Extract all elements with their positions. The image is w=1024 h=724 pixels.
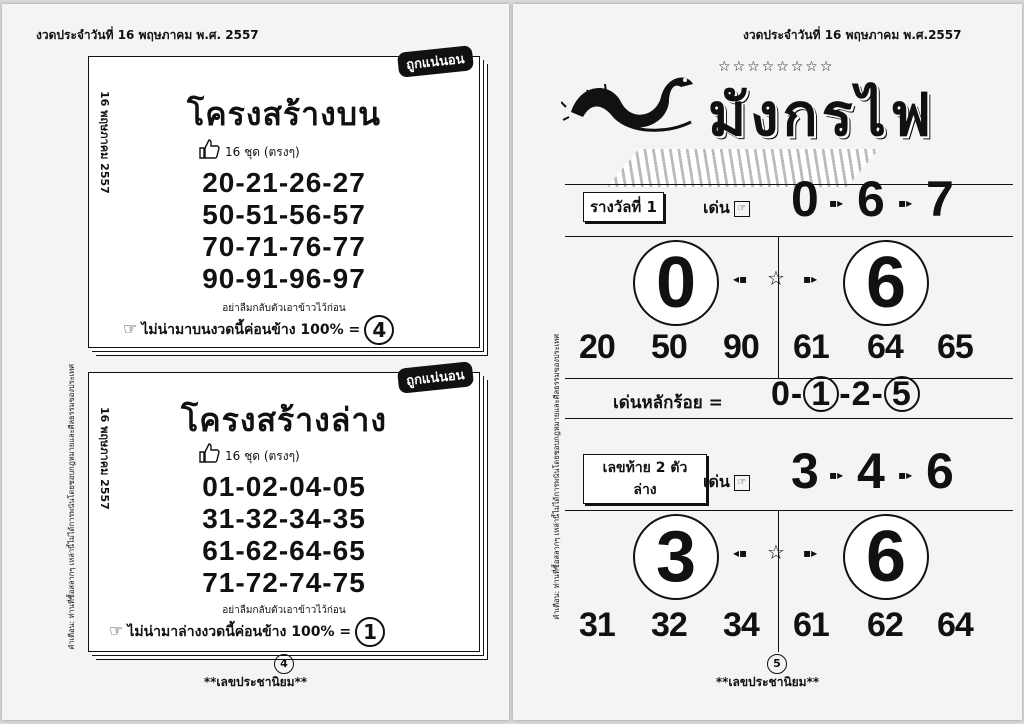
hundreds-digits: 0- 1 -2- 5 (771, 375, 920, 414)
prize-digit: 0 (791, 171, 819, 227)
box-side-date: 16 พฤษภาคม 2557 (98, 91, 111, 194)
right-vertical-note: คำเตือน: ท่านที่ซื้อสลากๆ เหล่านี้ไม่ได้การพนันโดยชอบกฎหมายและศีลธรรมของประเทศ (552, 334, 561, 620)
big-digit-circle: 0 (633, 240, 719, 326)
number-item: 62 (867, 606, 903, 644)
claim-line (109, 617, 385, 647)
arrow-right-icon: ▪▸ (803, 272, 818, 286)
claim-text: ไม่น่ามาล่างงวดนี้ค่อนข้าง 100% = (127, 624, 352, 640)
stars-row: ☆☆☆☆☆☆☆☆ (718, 59, 835, 75)
number-item: 32 (651, 606, 687, 644)
hundreds-digit-circled: 5 (884, 376, 920, 412)
number-item: 20 (579, 328, 615, 366)
number-item: 64 (867, 328, 903, 366)
number-row: 31-32-34-35 (202, 503, 366, 534)
pointing-hand-icon: ☞ (109, 621, 124, 640)
highlight-label: เด่น ☞ (703, 196, 750, 221)
number-item: 31 (579, 606, 615, 644)
big-digit-circle: 6 (843, 240, 929, 326)
page-number: 4 (274, 654, 294, 674)
prize-digit: 4 (857, 443, 885, 499)
number-row: 50-51-56-57 (202, 199, 366, 230)
number-item: 64 (937, 606, 973, 644)
left-footer: **เลขประชานิยม** (203, 675, 308, 689)
first-prize-label: รางวัลที่ 1 (583, 192, 664, 222)
center-divider (778, 236, 779, 378)
set-info: 16 ชุด (ตรงๆ) (225, 449, 300, 463)
hundreds-label: เด่นหลักร้อย = (613, 393, 723, 413)
reminder-text: อย่าลืมกลับตัวเอาข้าวไว้ก่อน (222, 605, 346, 616)
stripe-decoration (607, 149, 879, 187)
box-side-date: 16 พฤษภาคม 2557 (98, 407, 111, 510)
arrow-left-icon: ◂▪ (733, 546, 748, 560)
left-vertical-note: คำเตือน: ท่านที่ซื้อสลากๆ เหล่านี้ไม่ได้การพนันโดยชอบกฎหมายและศีลธรรมของประเทศ (67, 364, 76, 650)
number-row: 90-91-96-97 (202, 263, 366, 294)
set-info: 16 ชุด (ตรงๆ) (225, 145, 300, 159)
number-row: 70-71-76-77 (202, 231, 366, 262)
reminder-text: อย่าลืมกลับตัวเอาข้าวไว้ก่อน (222, 303, 346, 314)
upper-structure-box (88, 51, 480, 348)
star-icon: ☆ (767, 266, 785, 290)
number-row: 71-72-74-75 (202, 567, 366, 598)
box-title: โครงสร้างล่าง (181, 401, 387, 439)
right-page (513, 4, 1022, 720)
number-rows (89, 471, 479, 599)
claim-number-circle: 4 (364, 315, 394, 345)
arrow-icon: ▪▸ (898, 196, 913, 210)
page-number: 5 (767, 654, 787, 674)
prize-digit: 6 (857, 171, 885, 227)
sure-win-badge: ถูกแน่นอน (397, 45, 474, 78)
pointing-hand-icon: ☞ (734, 475, 750, 491)
thumbs-up-icon (197, 441, 221, 465)
left-page (2, 4, 509, 720)
number-item: 61 (793, 606, 829, 644)
claim-text: ไม่น่ามาบนงวดนี้ค่อนข้าง 100% = (141, 322, 361, 338)
number-row: 01-02-04-05 (202, 471, 366, 502)
prize-digit: 3 (791, 443, 819, 499)
arrow-icon: ▪▸ (898, 468, 913, 482)
claim-line (123, 315, 394, 345)
prize-digit: 6 (926, 443, 954, 499)
section-divider (565, 236, 1013, 237)
lower-structure-box (88, 367, 480, 652)
hundreds-digit: 0 (771, 375, 791, 413)
center-divider (778, 510, 779, 652)
brand-title: มังกรไฟ (708, 81, 936, 149)
big-digit-circle: 3 (633, 514, 719, 600)
pointing-hand-icon: ☞ (734, 201, 750, 217)
claim-number-circle: 1 (355, 617, 385, 647)
prize-digit: 7 (926, 171, 954, 227)
pointing-hand-icon: ☞ (123, 319, 138, 338)
left-header: งวดประจำวันที่ 16 พฤษภาคม พ.ศ. 2557 (36, 28, 259, 42)
number-item: 65 (937, 328, 973, 366)
thumbs-up-icon (197, 137, 221, 161)
arrow-left-icon: ◂▪ (733, 272, 748, 286)
arrow-icon: ▪▸ (829, 196, 844, 210)
highlight-label: เด่น ☞ (703, 470, 750, 495)
box-title: โครงสร้างบน (187, 95, 381, 133)
hundreds-digit: 2 (851, 375, 872, 413)
star-icon: ☆ (767, 540, 785, 564)
number-item: 50 (651, 328, 687, 366)
arrow-icon: ▪▸ (829, 468, 844, 482)
number-item: 90 (723, 328, 759, 366)
hundreds-digit-circled: 1 (803, 376, 839, 412)
number-item: 61 (793, 328, 829, 366)
last-two-label: เลขท้าย 2 ตัว ล่าง (583, 454, 707, 504)
section-divider (565, 418, 1013, 419)
section-divider (565, 510, 1013, 511)
number-item: 34 (723, 606, 759, 644)
dragon-icon (561, 62, 701, 142)
big-digit-circle: 6 (843, 514, 929, 600)
right-footer: **เลขประชานิยม** (715, 675, 820, 689)
sure-win-badge: ถูกแน่นอน (397, 361, 474, 394)
number-row: 61-62-64-65 (202, 535, 366, 566)
arrow-right-icon: ▪▸ (803, 546, 818, 560)
number-row: 20-21-26-27 (202, 167, 366, 198)
right-header: งวดประจำวันที่ 16 พฤษภาคม พ.ศ.2557 (743, 28, 962, 42)
number-rows (89, 167, 479, 295)
